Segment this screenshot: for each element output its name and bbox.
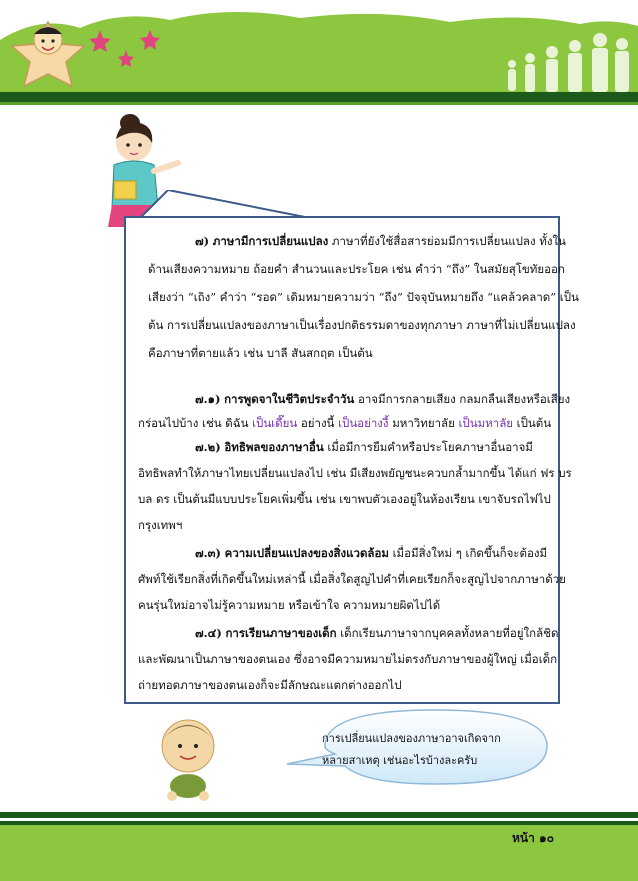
subsection-text: เมื่อมีสิ่งใหม่ ๆ เกิดขึ้นก็จะต้องมี xyxy=(392,546,548,560)
page-number: หน้า ๑๐ xyxy=(512,831,554,845)
subsection-7-3-line-2: ศัพท์ใช้เรียกสิ่งที่เกิดขึ้นใหม่เหล่านี้ เมื่อสิ่งใดสูญไปคำที่เคยเรียกก็จะสูญไปจากภาษาด้วย xyxy=(138,572,566,586)
dark-green-stripe xyxy=(0,92,638,102)
subsection-heading: การพูดจาในชีวิตประจำวัน xyxy=(224,392,355,406)
subsection-number: ๗.๓) xyxy=(195,546,221,560)
subsection-text: เด็กเรียนภาษาจากบุคคลทั้งหลายที่อยู่ใกล้ชิด xyxy=(340,626,559,640)
header-banner xyxy=(0,0,638,110)
section-text: ภาษาที่ยังใช้สื่อสารย่อมมีการเปลี่ยนแปลง ทั้งใน xyxy=(331,234,566,248)
subsection-number: ๗.๔) xyxy=(195,626,222,640)
section-7-line-5: คือภาษาที่ตายแล้ว เช่น บาลี สันสกฤต เป็นต้น xyxy=(148,346,373,360)
subsection-number: ๗.๑) xyxy=(195,392,221,406)
subsection-7-3-line-3: คนรุ่นใหม่อาจไม่รู้ความหมาย หรือเข้าใจ ความหมายผิดไปได้ xyxy=(138,598,441,612)
highlight-text: เป็นมหาลัย xyxy=(458,416,513,430)
subsection-7-2-line-2: อิทธิพลทำให้ภาษาไทยเปลี่ยนแปลงไป เช่น มีเสียงพยัญชนะควบกล้ำมากขึ้น ได้แก่ ฟร บร xyxy=(138,466,572,480)
section-7-line-2: ด้านเสียงความหมาย ถ้อยคำ สำนวนและประโยค เช่น คำว่า “ถึง” ในสมัยสุโขทัยออก xyxy=(148,262,565,276)
subsection-text: อาจมีการกลายเสียง กลมกลืนเสียงหรือเสียง xyxy=(357,392,571,406)
bubble-line-2: หลายสาเหตุ เช่นอะไรบ้างละครับ xyxy=(322,754,478,767)
subsection-7-3-line-1 xyxy=(195,540,547,567)
subsection-text: เมื่อมีการยืมคำหรือประโยคภาษาอื่นอาจมี xyxy=(327,440,533,454)
section-7-line-1 xyxy=(195,228,566,255)
section-number: ๗) xyxy=(195,234,210,248)
section-7-line-3: เสียงว่า “เถิง” คำว่า “รอด” เดิมหมายความว่า “ถึง” ปัจจุบันหมายถึง “แคล้วคลาด” เป็น xyxy=(148,290,579,304)
example-text: กร่อนไปบ้าง เช่น ดิฉัน xyxy=(138,416,249,430)
highlight-text: เป็นเดี๊ยน xyxy=(252,416,298,430)
subsection-7-1-line-1 xyxy=(195,386,570,413)
bubble-text xyxy=(322,728,501,772)
subsection-number: ๗.๒) xyxy=(195,440,221,454)
example-text: อย่างนี้ xyxy=(300,416,335,430)
example-text: มหาวิทยาลัย xyxy=(392,416,455,430)
subsection-7-2-line-4: กรุงเทพฯ xyxy=(138,518,183,532)
highlight-text: เป็นอย่างงี้ xyxy=(338,416,389,430)
bubble-line-1: การเปลี่ยนแปลงของภาษาอาจเกิดจาก xyxy=(322,732,501,745)
green-wave-band xyxy=(0,12,638,92)
example-text: เป็นต้น xyxy=(516,416,552,430)
subsection-7-4-line-1 xyxy=(195,620,558,647)
subsection-heading: ความเปลี่ยนแปลงของสิ่งแวดล้อม xyxy=(224,546,389,560)
boy-character-icon xyxy=(150,712,230,802)
subsection-7-4-line-2: และพัฒนาเป็นภาษาของตนเอง ซึ่งอาจมีความหมายไม่ตรงกับภาษาของผู้ใหญ่ เมื่อเด็ก xyxy=(138,652,558,666)
section-7-line-4: ต้น การเปลี่ยนแปลงของภาษาเป็นเรื่องปกติธรรมดาของทุกภาษา ภาษาที่ไม่เปลี่ยนแปลง xyxy=(148,318,576,332)
subsection-7-4-line-3: ถ่ายทอดภาษาของตนเองก็จะมีลักษณะแตกต่างออกไป xyxy=(138,678,402,692)
subsection-heading: การเรียนภาษาของเด็ก xyxy=(225,626,337,640)
section-heading: ภาษามีการเปลี่ยนแปลง xyxy=(212,234,329,248)
subsection-heading: อิทธิพลของภาษาอื่น xyxy=(224,440,324,454)
subsection-7-2-line-3: บล ดร เป็นต้นมีแบบประโยคเพิ่มขึ้น เช่น เขาพบตัวเองอยู่ในห้องเรียน เขาจับรถไฟไป xyxy=(138,492,551,506)
subsection-7-1-line-2 xyxy=(138,410,551,437)
subsection-7-2-line-1 xyxy=(195,434,533,461)
